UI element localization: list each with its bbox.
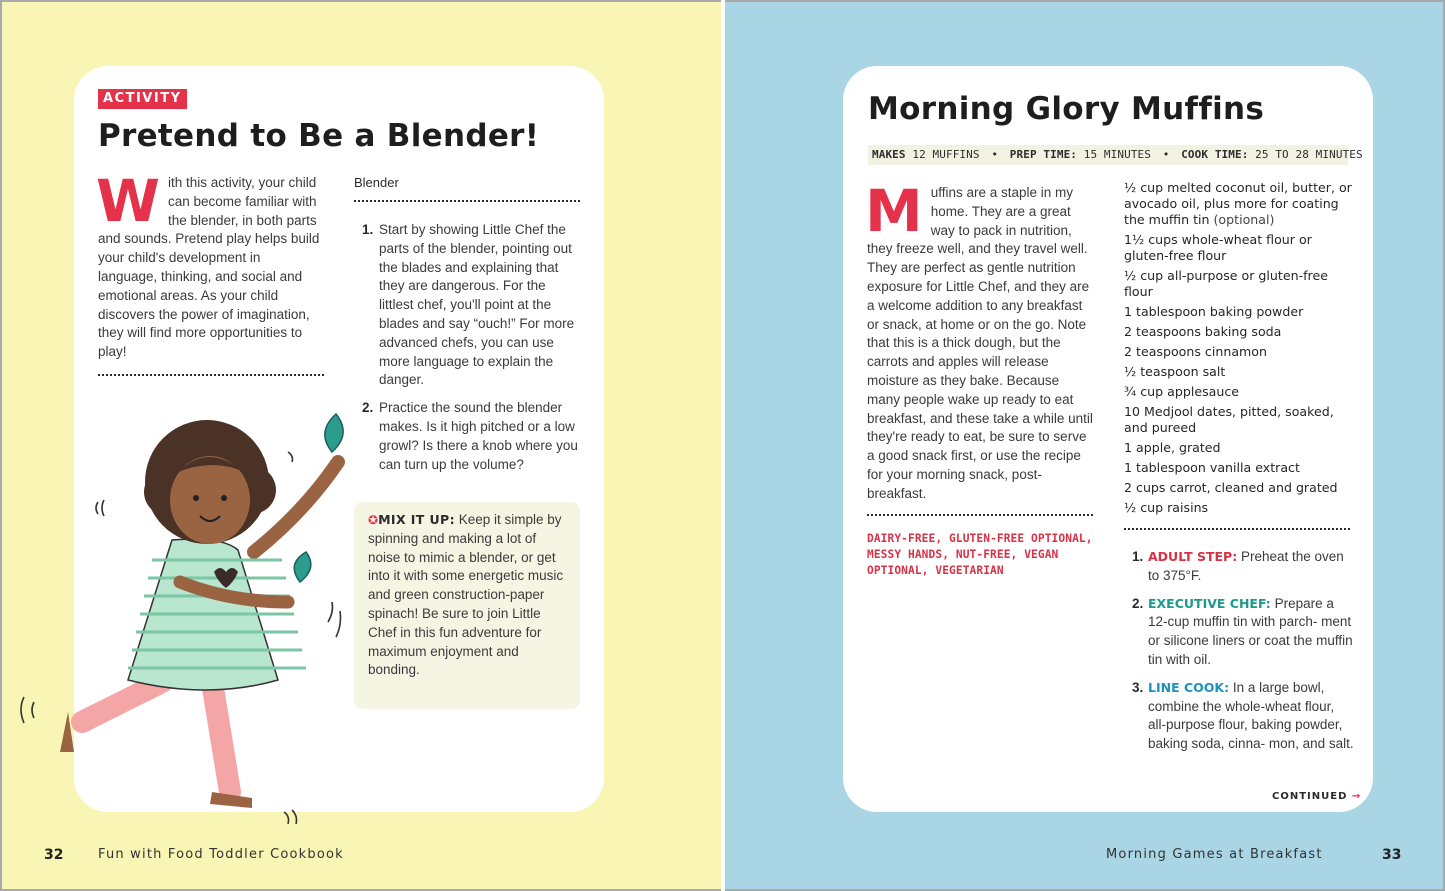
page-number: 32 <box>44 847 64 863</box>
activity-title: Pretend to Be a Blender! <box>98 118 540 154</box>
step-item <box>1132 679 1354 754</box>
step-role: LINE COOK: <box>1148 679 1230 695</box>
step-role: EXECUTIVE CHEF: <box>1148 595 1271 611</box>
dietary-tags: DAIRY-FREE, GLUTEN-FREE OPTIONAL, MESSY HANDS, NUT-FREE, VEGAN OPTIONAL, VEGETARIAN <box>867 532 1093 577</box>
step-item <box>1132 548 1354 586</box>
book-spine <box>721 0 725 891</box>
step-text: Prepare a 12-cup muffin tin with parch- ment or silicone liners or coat the muffin tin with oil. <box>1148 595 1353 667</box>
step-role: ADULT STEP: <box>1148 549 1238 564</box>
step-text: Practice the sound the blender makes. Is it high pitched or a low growl? Is there a knob where you can turn up the volume? <box>379 400 578 472</box>
ingredient-item: 1 tablespoon baking powder <box>1124 304 1304 319</box>
step-number: 1. <box>362 222 374 237</box>
tip-label: MIX IT UP: <box>378 512 455 527</box>
book-title: Fun with Food Toddler Cookbook <box>98 847 344 862</box>
page-number: 33 <box>1382 847 1402 863</box>
step-text: In a large bowl, combine the whole-wheat flour, all-purpose flour, baking powder, baking soda, cinna- mon, and salt. <box>1148 679 1354 752</box>
drop-cap: W <box>96 167 160 235</box>
separator: • <box>991 148 999 161</box>
step-text: Start by showing Little Chef the parts of the blender, pointing out the blades and explaining that they are dangerous. For the littlest chef, you'll point at the blades and say “ouch!” For more advanced chefs, you can use more language to explain the danger. <box>379 222 575 388</box>
mix-it-up-tip <box>354 502 580 709</box>
drop-cap: M <box>865 177 923 245</box>
makes-value: 12 MUFFINS <box>912 148 980 161</box>
makes-label: MAKES <box>872 148 906 161</box>
step-number: 3. <box>1132 679 1144 695</box>
child-illustration <box>2 382 362 842</box>
cook-value: 25 TO 28 MINUTES <box>1255 148 1363 161</box>
step-number: 2. <box>362 400 374 416</box>
ingredient-item: 1 apple, grated <box>1124 440 1221 455</box>
ingredient-item: 10 Medjool dates, pitted, soaked, and pureed <box>1124 404 1334 435</box>
prep-label: PREP TIME: <box>1009 148 1078 161</box>
recipe-title: Morning Glory Muffins <box>868 91 1265 127</box>
step-text: Preheat the oven to 375°F. <box>1148 549 1344 583</box>
recipe-card <box>843 66 1373 812</box>
intro-text: uffins are a staple in my home. They are a great way to pack in nutrition, they freeze well, and they travel well. They are perfect as gentle nutrition exposure for Little Chef, and they are a welcome addition to any breakfast or snack, at home or on the go. Note that this is a thick dough, but the carrots and apples will release moisture as they bake. Because many people wake up ready to eat breakfast, and these take a while until they're ready to eat, be sure to serve a good snack first, or use the recipe for your morning snack, post-breakfast. <box>867 185 1093 501</box>
ingredient-item: 1½ cups whole-wheat flour or gluten-free flour <box>1124 232 1312 263</box>
tip-text: Keep it simple by spinning and making a lot of noise to mimic a blender, or get into it with some energetic music and green construction-paper spinach! Be sure to join Little Chef in this fun adventure for maximum enjoyment and bonding. <box>368 512 564 678</box>
recipe-steps <box>1132 548 1354 763</box>
ingredient-item: 2 teaspoons cinnamon <box>1124 344 1267 359</box>
section-title: Morning Games at Breakfast <box>1106 847 1323 862</box>
ingredient-item: 2 cups carrot, cleaned and grated <box>1124 480 1338 495</box>
activity-intro <box>96 167 323 362</box>
ingredient-item: ½ teaspoon salt <box>1124 364 1226 379</box>
ingredient-item: ½ cup raisins <box>1124 500 1209 515</box>
column-heading: Blender <box>354 175 399 190</box>
flower-icon: ✪ <box>368 513 379 527</box>
ingredient-list <box>1124 180 1354 520</box>
ingredient-item: 1 tablespoon vanilla extract <box>1124 460 1300 475</box>
arrow-right-icon: → <box>1351 791 1362 802</box>
divider <box>867 514 1093 516</box>
recipe-intro <box>865 177 1093 504</box>
divider <box>1124 528 1350 530</box>
intro-text: ith this activity, your child can become familiar with the blender, in both parts and sounds. Pretend play helps build your child's development in language, thinking, and social and emotional areas. As your child discovers the power of imagination, they will find more opportunities to play! <box>98 175 320 360</box>
cook-label: COOK TIME: <box>1181 148 1249 161</box>
divider <box>354 200 580 202</box>
ingredient-item: ½ cup melted coconut oil, butter, or avocado oil, plus more for coating the muffin tin (optional) <box>1124 180 1352 227</box>
separator: • <box>1162 148 1170 161</box>
ingredient-item: ¾ cup applesauce <box>1124 384 1239 399</box>
step-item <box>362 399 582 474</box>
activity-tag: ACTIVITY <box>98 89 187 109</box>
prep-value: 15 MINUTES <box>1083 148 1151 161</box>
step-number: 1. <box>1132 549 1144 564</box>
activity-steps <box>362 221 582 483</box>
divider <box>98 374 324 376</box>
recipe-meta <box>868 145 1363 165</box>
continued-indicator: CONTINUED → <box>1272 791 1362 802</box>
right-page <box>723 0 1445 891</box>
step-number: 2. <box>1132 595 1144 611</box>
ingredient-item: 2 teaspoons baking soda <box>1124 324 1282 339</box>
step-item <box>362 221 582 390</box>
step-item <box>1132 595 1354 670</box>
ingredient-item: ½ cup all-purpose or gluten-free flour <box>1124 268 1328 299</box>
